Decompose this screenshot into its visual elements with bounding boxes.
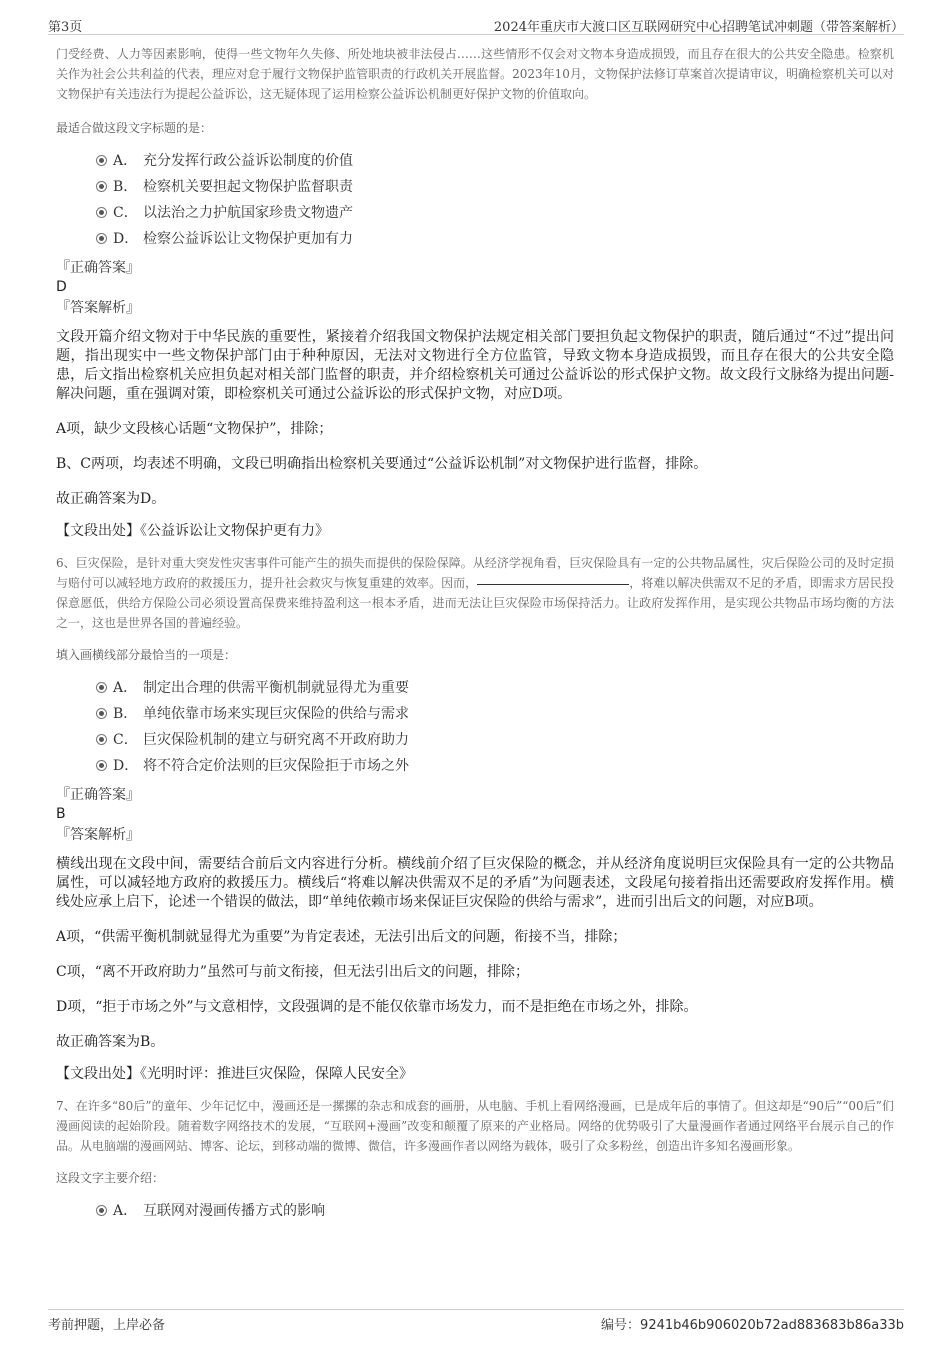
q7-options [56,1198,894,1224]
q5-option-c[interactable]: C． 以法治之力护航国家珍贵文物遗产 [96,200,894,226]
q5-analysis-conclusion: 故正确答案为D。 [56,491,166,507]
q6-option-b[interactable]: B． 单纯依靠市场来实现巨灾保险的供给与需求 [96,701,894,727]
q6-source: 【文段出处】《光明时评：推进巨灾保险，保障人民安全》 [56,1066,413,1082]
document-title: 2024年重庆市大渡口区互联网研究中心招聘笔试冲刺题（带答案解析） [493,20,904,35]
q6-option-d[interactable]: D． 将不符合定价法则的巨灾保险拒于市场之外 [96,753,894,779]
q6-analysis-conclusion: 故正确答案为B。 [56,1034,165,1050]
radio-icon[interactable] [96,1205,107,1216]
radio-icon[interactable] [96,734,107,745]
q6-option-c[interactable]: C． 巨灾保险机制的建立与研究离不开政府助力 [96,727,894,753]
q6-analysis-a: A项，“供需平衡机制就显得尤为重要”为肯定表述，无法引出后文的问题，衔接不当，排除； [56,929,627,945]
q5-analysis-main: 文段开篇介绍文物对于中华民族的重要性，紧接着介绍我国文物保护法规定相关部门要担负起文物保护的职责，随后通过“不过”提出问题，指出现实中一些文物保护部门由于种种原因，无法对文物进行全方位监管，导致文物本身造成损毁，而且存在很大的公共安全隐患，后文指出检察机关应担负起对相关部门监督的职责，并介绍检察机关可通过公益诉讼的形式保护文物。故文段行文脉络为提出问题-解决问题，重在强调对策，即检察机关可通过公益诉讼的形式保护文物，对应D项。 [56,329,894,402]
q5-analysis-label: 『答案解析』 [56,300,140,316]
q6-options [56,675,894,779]
q5-option-a[interactable]: A． 充分发挥行政公益诉讼制度的价值 [96,148,894,174]
q6-analysis-d: D项，“拒于市场之外”与文意相悖，文段强调的是不能仅依靠市场发力，而不是拒绝在市场之外，排除。 [56,999,698,1015]
q6-analysis-main: 横线出现在文段中间，需要结合前后文内容进行分析。横线前介绍了巨灾保险的概念，并从经济角度说明巨灾保险具有一定的公共物品属性，可以减轻地方政府的救援压力。横线后“将难以解决供需双不足的矛盾”为问题表述，文段尾句接着指出还需要政府发挥作用。横线处应承上启下，论述一个错误的做法，即“单纯依赖市场来保证巨灾保险的供给与需求”，进而引出后文的问题，对应B项。 [56,856,894,910]
q5-option-b[interactable]: B． 检察机关要担起文物保护监督职责 [96,174,894,200]
q5-analysis-a: A项，缺少文段核心话题“文物保护”，排除； [56,421,333,437]
page-content [56,44,894,1224]
radio-icon[interactable] [96,207,107,218]
page-header [48,14,904,35]
q5-answer-label: 『正确答案』 [56,260,140,276]
q5-option-d[interactable]: D． 检察公益诉讼让文物保护更加有力 [96,226,894,252]
footer-slogan: 考前押题，上岸必备 [48,1318,166,1333]
q6-option-a[interactable]: A． 制定出合理的供需平衡机制就显得尤为重要 [96,675,894,701]
document-code: 编号：9241b46b906020b72ad883683b86a33b [601,1318,904,1333]
radio-icon[interactable] [96,682,107,693]
q6-analysis-label: 『答案解析』 [56,827,140,843]
q6-passage: 6、巨灾保险，是针对重大突发性灾害事件可能产生的损失而提供的保险保障。从经济学视角看，巨灾保险具有一定的公共物品属性，灾后保险公司的及时定损与赔付可以减轻地方政府的救援压力，提升社会救灾与恢复重建的效率。因而， ，将难以解决供需双不足的矛盾，即需求方居民投保意愿低，供给方保险公司必须设置高保费来维持盈利这一根本矛盾，进而无法让巨灾保险市场保持活力。让政府发挥作用，是实现公共物品市场均衡的方法之一，这也是世界各国的普遍经验。 [56,556,894,630]
q5-source: 【文段出处】《公益诉讼让文物保护更有力》 [56,523,329,539]
q6-answer-label: 『正确答案』 [56,787,140,803]
page-footer [48,1309,904,1334]
page-number: 第3页 [48,20,83,35]
fill-blank-line [477,584,629,585]
radio-icon[interactable] [96,155,107,166]
q7-prompt: 这段文字主要介绍： [56,1171,165,1185]
radio-icon[interactable] [96,233,107,244]
q6-prompt: 填入画横线部分最恰当的一项是： [56,648,237,662]
q5-passage: 门受经费、人力等因素影响，使得一些文物年久失修、所处地块被非法侵占……这些情形不仅会对文物本身造成损毁，而且存在很大的公共安全隐患。检察机关作为社会公共利益的代表，理应对怠于履行文物保护监管职责的行政机关开展监督。2023年10月，文物保护法修订草案首次提请审议，明确检察机关可以对文物保护有关违法行为提起公益诉讼，这无疑体现了运用检察公益诉讼机制更好保护文物的价值取向。 [56,47,894,101]
q5-options [56,148,894,252]
q6-analysis-c: C项，“离不开政府助力”虽然可与前文衔接，但无法引出后文的问题，排除； [56,964,530,980]
q5-analysis-bc: B、C两项，均表述不明确，文段已明确指出检察机关要通过“公益诉讼机制”对文物保护进行监督，排除。 [56,456,708,472]
q6-answer: B [56,806,66,822]
q5-prompt: 最适合做这段文字标题的是： [56,121,213,135]
radio-icon[interactable] [96,708,107,719]
radio-icon[interactable] [96,181,107,192]
q5-answer: D [56,279,67,295]
q7-option-a[interactable]: A． 互联网对漫画传播方式的影响 [96,1198,894,1224]
radio-icon[interactable] [96,760,107,771]
q7-passage: 7、在许多“80后”的童年、少年记忆中，漫画还是一摞摞的杂志和成套的画册，从电脑、手机上看网络漫画，已是成年后的事情了。但这却是“90后”“00后”们漫画阅读的起始阶段。随着数字网络技术的发展，“互联网+漫画”改变和颠覆了原来的产业格局。网络的优势吸引了大量漫画作者通过网络平台展示自己的作品。从电脑端的漫画网站、博客、论坛，到移动端的微博、微信，许多漫画作者以网络为载体，吸引了众多粉丝，创造出许多知名漫画形象。 [56,1099,894,1153]
